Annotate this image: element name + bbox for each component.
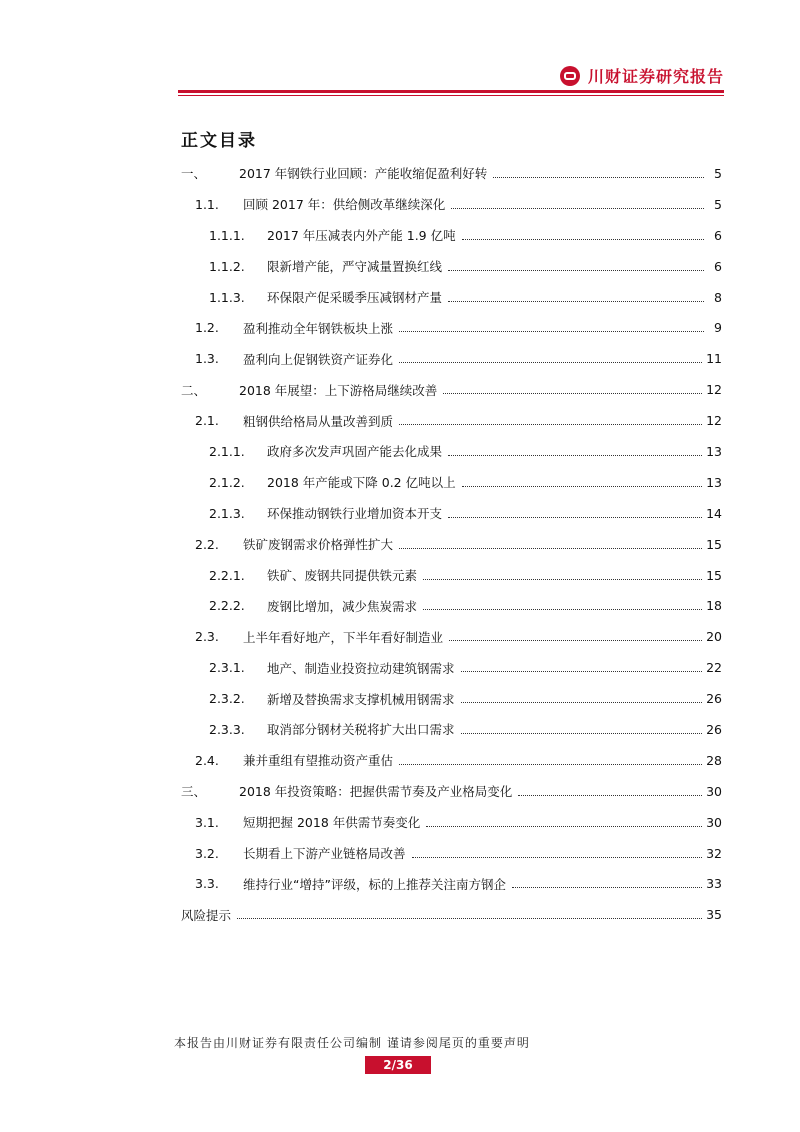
toc-leader-dots [461,671,703,672]
toc-title: 正文目录 [181,131,257,151]
toc-entry-title: 风险提示 [181,907,232,923]
toc-leader-dots [423,609,702,610]
toc-entry-page: 33 [706,876,722,892]
toc-entry-title: 回顾 2017 年：供给侧改革继续深化 [243,197,446,213]
header-rule [178,90,724,93]
toc-entry[interactable] [181,467,722,498]
toc-leader-dots [461,733,703,734]
toc-entry[interactable] [181,220,722,251]
toc-entry-title: 短期把握 2018 年供需节奏变化 [243,815,421,831]
toc-entry[interactable] [181,343,722,374]
toc-entry[interactable] [181,745,722,776]
toc-entry-page: 11 [706,351,722,367]
toc-entry[interactable] [181,714,722,745]
toc-entry-page: 12 [706,382,722,398]
toc-entry-number: 2.1.2. [209,474,245,490]
toc-entry-page: 28 [706,752,722,768]
toc-entry-page: 5 [714,165,722,181]
toc-entry-title: 铁矿废钢需求价格弹性扩大 [243,537,394,553]
toc-entry-number: 2.3.2. [209,691,245,707]
toc-entry-number: 3.2. [195,845,219,861]
toc-entry-page: 18 [706,598,722,614]
toc-leader-dots [448,270,704,271]
toc-entry-title: 盈利向上促钢铁资产证券化 [243,351,394,367]
toc-entry-title: 维持行业“增持”评级，标的上推荐关注南方钢企 [243,876,506,892]
toc-entry-number: 2.3.3. [209,721,245,737]
toc-entry-title: 环保限产促采暖季压减钢材产量 [267,290,443,305]
toc-entry-number: 3.1. [195,814,219,830]
toc-entry-page: 30 [706,814,722,830]
toc-entry[interactable] [181,652,722,683]
toc-entry-title: 地产、制造业投资拉动建筑钢需求 [267,660,455,676]
toc-entry-title: 2017 年钢铁行业回顾：产能收缩促盈利好转 [239,166,488,182]
toc-entry[interactable] [181,498,722,529]
toc-entry[interactable] [181,899,722,930]
toc-entry[interactable] [181,189,722,220]
toc-entry-number: 2.1.1. [209,443,245,459]
toc-entry-page: 13 [706,443,722,459]
toc-entry[interactable] [181,838,722,869]
toc-entry-number: 2.1.3. [209,505,245,521]
toc-entry-page: 8 [714,289,722,305]
toc-entry[interactable] [181,436,722,467]
toc-entry-page: 6 [714,258,722,274]
toc-entry-page: 32 [706,845,722,861]
table-of-contents [181,158,722,930]
toc-entry-page: 12 [706,413,722,429]
toc-leader-dots [399,764,702,765]
toc-entry-number: 1.1.3. [209,289,245,305]
toc-entry-page: 15 [706,567,722,583]
toc-leader-dots [512,887,702,888]
brand-name: 川财证券研究报告 [587,67,724,86]
toc-entry-title: 新增及替换需求支撑机械用钢需求 [267,691,455,707]
toc-leader-dots [462,239,704,240]
toc-entry-page: 14 [706,505,722,521]
toc-entry-title: 2018 年产能或下降 0.2 亿吨以上 [267,475,456,491]
toc-leader-dots [399,548,702,549]
toc-leader-dots [493,177,704,178]
toc-leader-dots [462,486,702,487]
toc-entry[interactable] [181,868,722,899]
toc-leader-dots [518,795,702,796]
toc-entry-number: 2.2.2. [209,598,245,614]
company-logo-icon [560,66,580,86]
toc-leader-dots [399,331,704,332]
toc-entry-number: 1.2. [195,320,219,336]
footer-disclaimer: 本报告由川财证券有限责任公司编制 谨请参阅尾页的重要声明 [174,1036,530,1050]
toc-entry[interactable] [181,282,722,313]
toc-entry[interactable] [181,405,722,436]
toc-entry[interactable] [181,158,722,189]
toc-entry-title: 废钢比增加，减少焦炭需求 [267,598,418,614]
toc-entry-title: 2018 年投资策略：把握供需节奏及产业格局变化 [239,784,513,800]
toc-entry-page: 35 [706,907,722,923]
toc-entry[interactable] [181,312,722,343]
toc-leader-dots [448,517,702,518]
toc-entry-number: 2.1. [195,413,219,429]
toc-leader-dots [426,826,702,827]
toc-entry-page: 9 [714,320,722,336]
report-header [560,64,724,87]
toc-entry-title: 盈利推动全年钢铁板块上涨 [243,320,394,336]
toc-leader-dots [448,455,702,456]
toc-entry-title: 限新增产能，严守减量置换红线 [267,259,443,275]
toc-entry-title: 上半年看好地产，下半年看好制造业 [243,629,444,645]
toc-entry-page: 26 [706,691,722,707]
toc-entry[interactable] [181,683,722,714]
toc-entry-page: 26 [706,721,722,737]
toc-entry-number: 1.1. [195,196,219,212]
toc-entry[interactable] [181,776,722,807]
toc-leader-dots [423,579,702,580]
toc-entry-title: 环保推动钢铁行业增加资本开支 [267,506,443,522]
toc-entry-title: 政府多次发声巩固产能去化成果 [267,444,443,460]
toc-entry-title: 长期看上下游产业链格局改善 [243,846,406,862]
toc-leader-dots [237,918,702,919]
toc-leader-dots [448,301,704,302]
toc-leader-dots [443,393,702,394]
toc-entry[interactable] [181,807,722,838]
toc-entry-title: 兼并重组有望推动资产重估 [243,753,394,769]
toc-entry-number: 2.3. [195,629,219,645]
toc-entry-number: 二、 [181,382,207,398]
toc-entry-number: 2.2. [195,536,219,552]
toc-entry-page: 6 [714,227,722,243]
toc-entry-number: 1.1.2. [209,258,245,274]
toc-leader-dots [449,640,702,641]
toc-entry-number: 3.3. [195,876,219,892]
toc-entry-page: 15 [706,536,722,552]
toc-entry-page: 13 [706,474,722,490]
header-rule-thin [178,95,724,96]
toc-entry-number: 2.4. [195,752,219,768]
toc-entry-number: 1.1.1. [209,227,245,243]
toc-entry-title: 取消部分钢材关税将扩大出口需求 [267,722,455,738]
toc-entry-title: 2018 年展望：上下游格局继续改善 [239,382,438,398]
toc-entry-number: 1.3. [195,351,219,367]
toc-entry-title: 粗钢供给格局从量改善到质 [243,413,394,429]
toc-entry-number: 三、 [181,784,207,800]
toc-entry-number: 2.2.1. [209,567,245,583]
toc-entry[interactable] [181,560,722,591]
toc-entry-number: 一、 [181,166,207,182]
toc-entry[interactable] [181,529,722,560]
toc-entry-number: 2.3.1. [209,660,245,676]
page-indicator: 2/36 [365,1056,431,1074]
toc-entry[interactable] [181,621,722,652]
toc-entry-title: 铁矿、废钢共同提供铁元素 [267,568,418,584]
toc-leader-dots [451,208,704,209]
toc-leader-dots [461,702,703,703]
toc-entry[interactable] [181,590,722,621]
toc-entry-page: 30 [706,783,722,799]
toc-entry-page: 22 [706,660,722,676]
toc-entry-page: 5 [714,196,722,212]
toc-leader-dots [399,362,702,363]
toc-leader-dots [412,857,703,858]
toc-entry-title: 2017 年压减表内外产能 1.9 亿吨 [267,228,456,244]
toc-entry[interactable] [181,251,722,282]
toc-entry[interactable] [181,374,722,405]
toc-entry-page: 20 [706,629,722,645]
toc-leader-dots [399,424,702,425]
